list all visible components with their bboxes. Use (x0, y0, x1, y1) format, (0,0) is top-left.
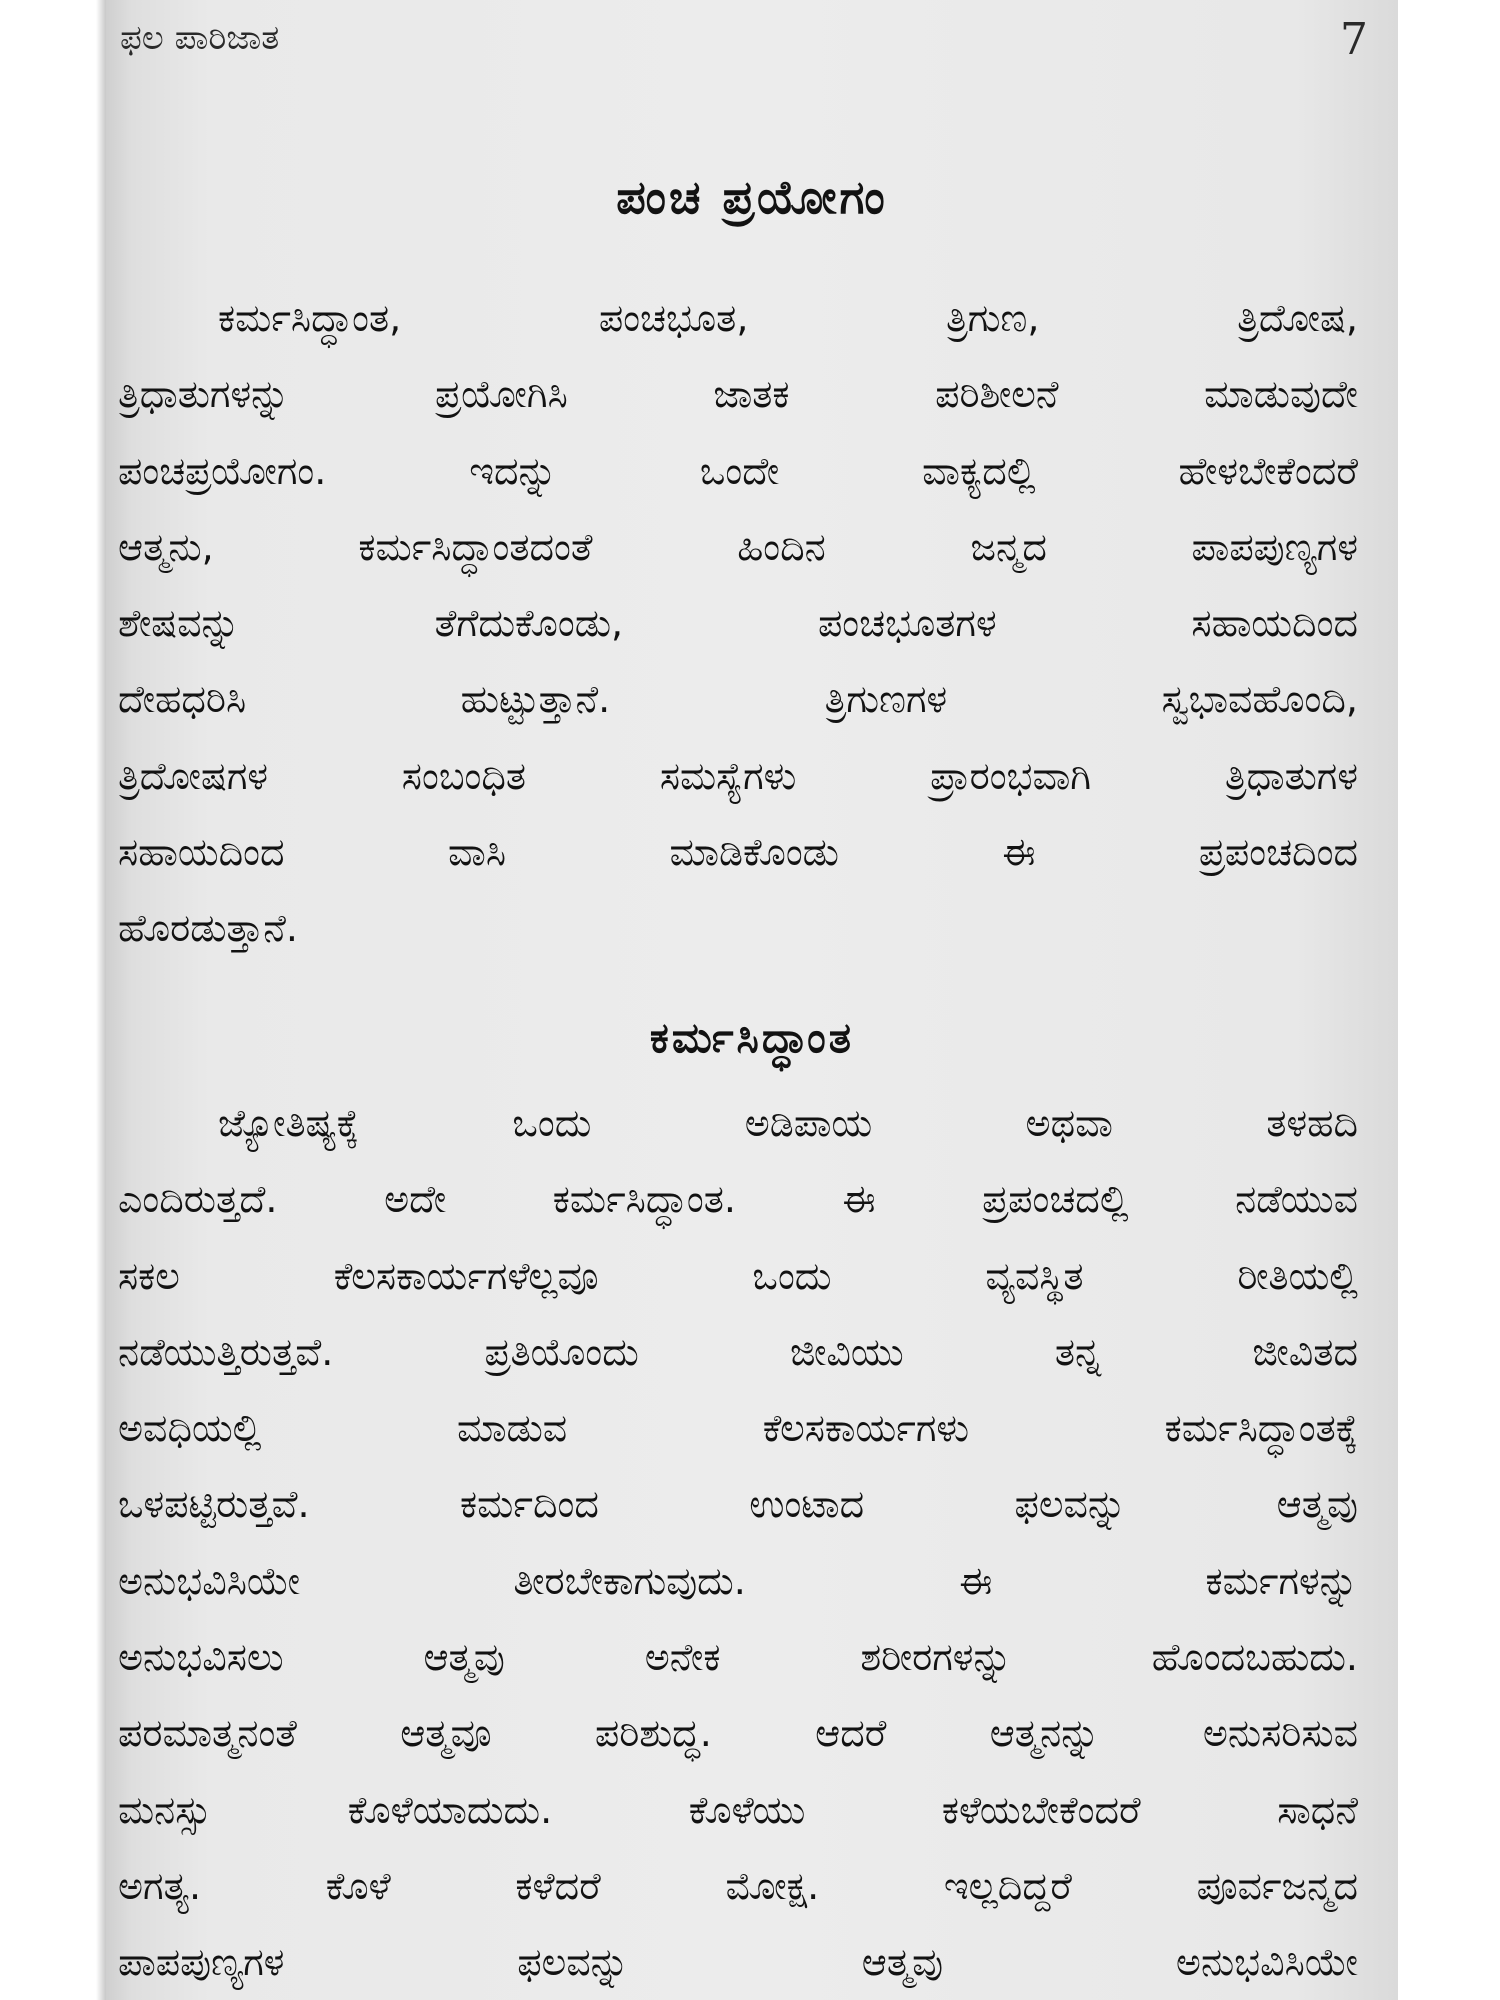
text-line: ಮನಸ್ಸು ಕೊಳೆಯಾದುದು. ಕೊಳೆಯು ಕಳೆಯಬೇಕೆಂದರೆ ಸಾಧನೆ (118, 1787, 1358, 1832)
text-line: ಅಗತ್ಯ. ಕೊಳೆ ಕಳೆದರೆ ಮೋಕ್ಷ. ಇಲ್ಲದಿದ್ದರೆ ಪೂರ್ವಜನ್ಮದ (118, 1863, 1358, 1908)
book-page (106, 0, 1398, 2000)
text-line: ಎಂದಿರುತ್ತದೆ. ಅದೇ ಕರ್ಮಸಿದ್ಧಾಂತ. ಈ ಪ್ರಪಂಚದಲ್ಲಿ ನಡೆಯುವ (118, 1177, 1358, 1222)
paragraph-karma-siddhanta (118, 1085, 1358, 2000)
text-line: ತ್ರಿದೋಷಗಳ ಸಂಬಂಧಿತ ಸಮಸ್ಯೆಗಳು ಪ್ರಾರಂಭವಾಗಿ ತ್ರಿಧಾತುಗಳ (118, 753, 1358, 798)
text-line: ಸಕಲ ಕೆಲಸಕಾರ್ಯಗಳೆಲ್ಲವೂ ಒಂದು ವ್ಯವಸ್ಥಿತ ರೀತಿಯಲ್ಲಿ (118, 1253, 1358, 1298)
text-line: ಜ್ಯೋತಿಷ್ಯಕ್ಕೆ ಒಂದು ಅಡಿಪಾಯ ಅಥವಾ ತಳಹದಿ (218, 1101, 1358, 1145)
page-number: 7 (1340, 14, 1368, 65)
text-line: ಪರಮಾತ್ಮನಂತೆ ಆತ್ಮವೂ ಪರಿಶುದ್ಧ. ಆದರೆ ಆತ್ಮನನ್ನು ಅನುಸರಿಸುವ (118, 1711, 1358, 1756)
paragraph-pancha-prayogam (118, 280, 1358, 967)
text-line: ನಡೆಯುತ್ತಿರುತ್ತವೆ. ಪ್ರತಿಯೊಂದು ಜೀವಿಯು ತನ್ನ ಜೀವಿತದ (118, 1329, 1358, 1374)
text-line: ಅವಧಿಯಲ್ಲಿ ಮಾಡುವ ಕೆಲಸಕಾರ್ಯಗಳು ಕರ್ಮಸಿದ್ಧಾಂತಕ್ಕೆ (118, 1406, 1358, 1451)
running-head: ಫಲ ಪಾರಿಜಾತ (120, 18, 280, 58)
section-title-karma-siddhanta: ಕರ್ಮಸಿದ್ಧಾಂತ (649, 1013, 855, 1062)
text-line: ಕರ್ಮಸಿದ್ಧಾಂತ, ಪಂಚಭೂತ, ತ್ರಿಗುಣ, ತ್ರಿದೋಷ, (218, 296, 1358, 340)
text-line: ಅನುಭವಿಸಿಯೇ ತೀರಬೇಕಾಗುವುದು. ಈ ಕರ್ಮಗಳನ್ನು (118, 1558, 1358, 1603)
text-line: ಪಾಪಪುಣ್ಯಗಳ ಫಲವನ್ನು ಆತ್ಮವು ಅನುಭವಿಸಿಯೇ (118, 1940, 1358, 1985)
text-line: ಒಳಪಟ್ಟಿರುತ್ತವೆ. ಕರ್ಮದಿಂದ ಉಂಟಾದ ಫಲವನ್ನು ಆತ್ಮವು (118, 1482, 1358, 1527)
text-line: ಶೇಷವನ್ನು ತೆಗೆದುಕೊಂಡು, ಪಂಚಭೂತಗಳ ಸಹಾಯದಿಂದ (118, 601, 1358, 646)
text-line: ತ್ರಿಧಾತುಗಳನ್ನು ಪ್ರಯೋಗಿಸಿ ಜಾತಕ ಪರಿಶೀಲನೆ ಮಾಡುವುದೇ (118, 372, 1358, 417)
text-line: ಸಹಾಯದಿಂದ ವಾಸಿ ಮಾಡಿಕೊಂಡು ಈ ಪ್ರಪಂಚದಿಂದ (118, 830, 1358, 875)
section-title-pancha-prayogam: ಪಂಚ ಪ್ರಯೋಗಂ (616, 170, 888, 224)
text-line: ದೇಹಧರಿಸಿ ಹುಟ್ಟುತ್ತಾನೆ. ತ್ರಿಗುಣಗಳ ಸ್ವಭಾವಹೊಂದಿ, (118, 677, 1358, 722)
text-line: ಹೊರಡುತ್ತಾನೆ. (118, 906, 299, 951)
text-line: ಆತ್ಮನು, ಕರ್ಮಸಿದ್ಧಾಂತದಂತೆ ಹಿಂದಿನ ಜನ್ಮದ ಪಾಪಪುಣ್ಯಗಳ (118, 524, 1358, 569)
text-line: ಪಂಚಪ್ರಯೋಗಂ. ಇದನ್ನು ಒಂದೇ ವಾಕ್ಯದಲ್ಲಿ ಹೇಳಬೇಕೆಂದರೆ (118, 448, 1358, 493)
text-line: ಅನುಭವಿಸಲು ಆತ್ಮವು ಅನೇಕ ಶರೀರಗಳನ್ನು ಹೊಂದಬಹುದು. (118, 1635, 1358, 1680)
